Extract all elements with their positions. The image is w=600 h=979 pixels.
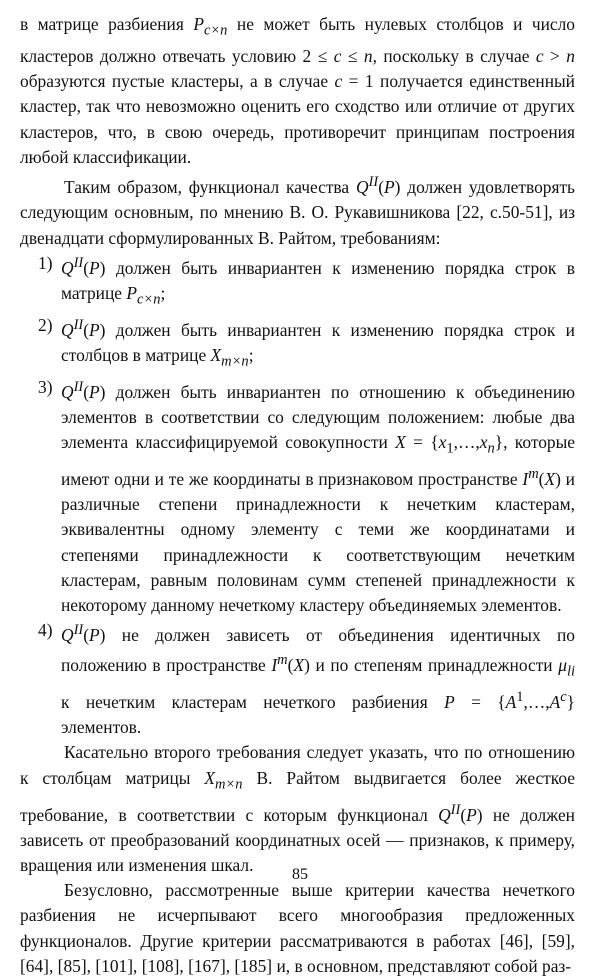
requirement-number: 3) — [38, 376, 53, 397]
requirement-number: 4) — [38, 620, 53, 641]
paragraph-1: в матрице разбиения $P_{c\times n}$ не может быть нулевых столбцов и число кластеров должно отвечать условию 2 ≤ c ≤ n, поскольку в случае c > n образуются пустые кластеры, а в случае c = 1 получается единственный кластер, так что невозможно оценить его сходство или отличие от других кластеров, что, в свою очередь, противоречит принципам построения любой классификации. — [20, 14, 575, 167]
paragraph-3: Касательно второго требования следует указать, что по отношению к столбцам матрицы $X_{m\times n}$ В. Райтом выдвигается более жесткое требование, в соответствии с которым функционал $Q^{II}(P)$ не должен зависеть от преобразований координатных осей — признаков, к примеру, вращения или изменения шкал. — [20, 742, 575, 875]
requirement-item: 2) $Q^{II}(P)$ должен быть инвариантен к изменению порядка строк и столбцов в матрице $X_{m\times n}$; — [38, 314, 575, 370]
paragraph-2: Таким образом, функционал качества $Q^{II}(P)$ должен удовлетворять следующим основным, по мнению В. О. Рукавишникова [22, с.50-51], из двенадцати сформулированных В. Райтом, требованиям: — [20, 174, 575, 248]
requirement-item: 1) $Q^{II}(P)$ должен быть инвариантен к изменению порядка строк в матрице $P_{c\times n}$; — [38, 252, 575, 308]
page-body — [20, 12, 575, 979]
paragraph-4: Безусловно, рассмотренные выше критерии качества нечеткого разбиения не исчерпывают всего многообразия предложенных функционалов. Другие критерии рассматриваются в работах [46], [59], [64], [85], [101], [108], [167], [185] и, в основном, представляют собой раз- — [20, 880, 575, 977]
requirement-item: 3) $Q^{II}(P)$ должен быть инвариантен по отношению к объединению элементов в соответствии со следующим положением: любые два элемента классифицируемой совокупности $X = \{x_1,\dots,x_n\}$, которые имеют одни и те же координаты в признаковом пространстве $I^m(X)$ и различные степени принадлежности к нечетким кластерам, эквивалентны одному элементу с теми же координатами и степенями принадлежности к соответствующим нечетким кластерам, равным половинам сумм степеней принадлежности к некоторому данному нечеткому кластеру объединяемых элементов. — [38, 376, 575, 616]
page-number: 85 — [292, 866, 308, 883]
requirements-list — [20, 251, 575, 741]
requirement-number: 1) — [38, 252, 53, 273]
requirement-number: 2) — [38, 314, 53, 335]
requirement-item: 4) $Q^{II}(P)$ не должен зависеть от объединения идентичных по положению в пространстве $I^m(X)$ и по степеням принадлежности $\mu_{li}$ к нечетким кластерам нечеткого разбиения $P = \{A^1,\dots,A^c\}$ элементов. — [38, 620, 576, 738]
